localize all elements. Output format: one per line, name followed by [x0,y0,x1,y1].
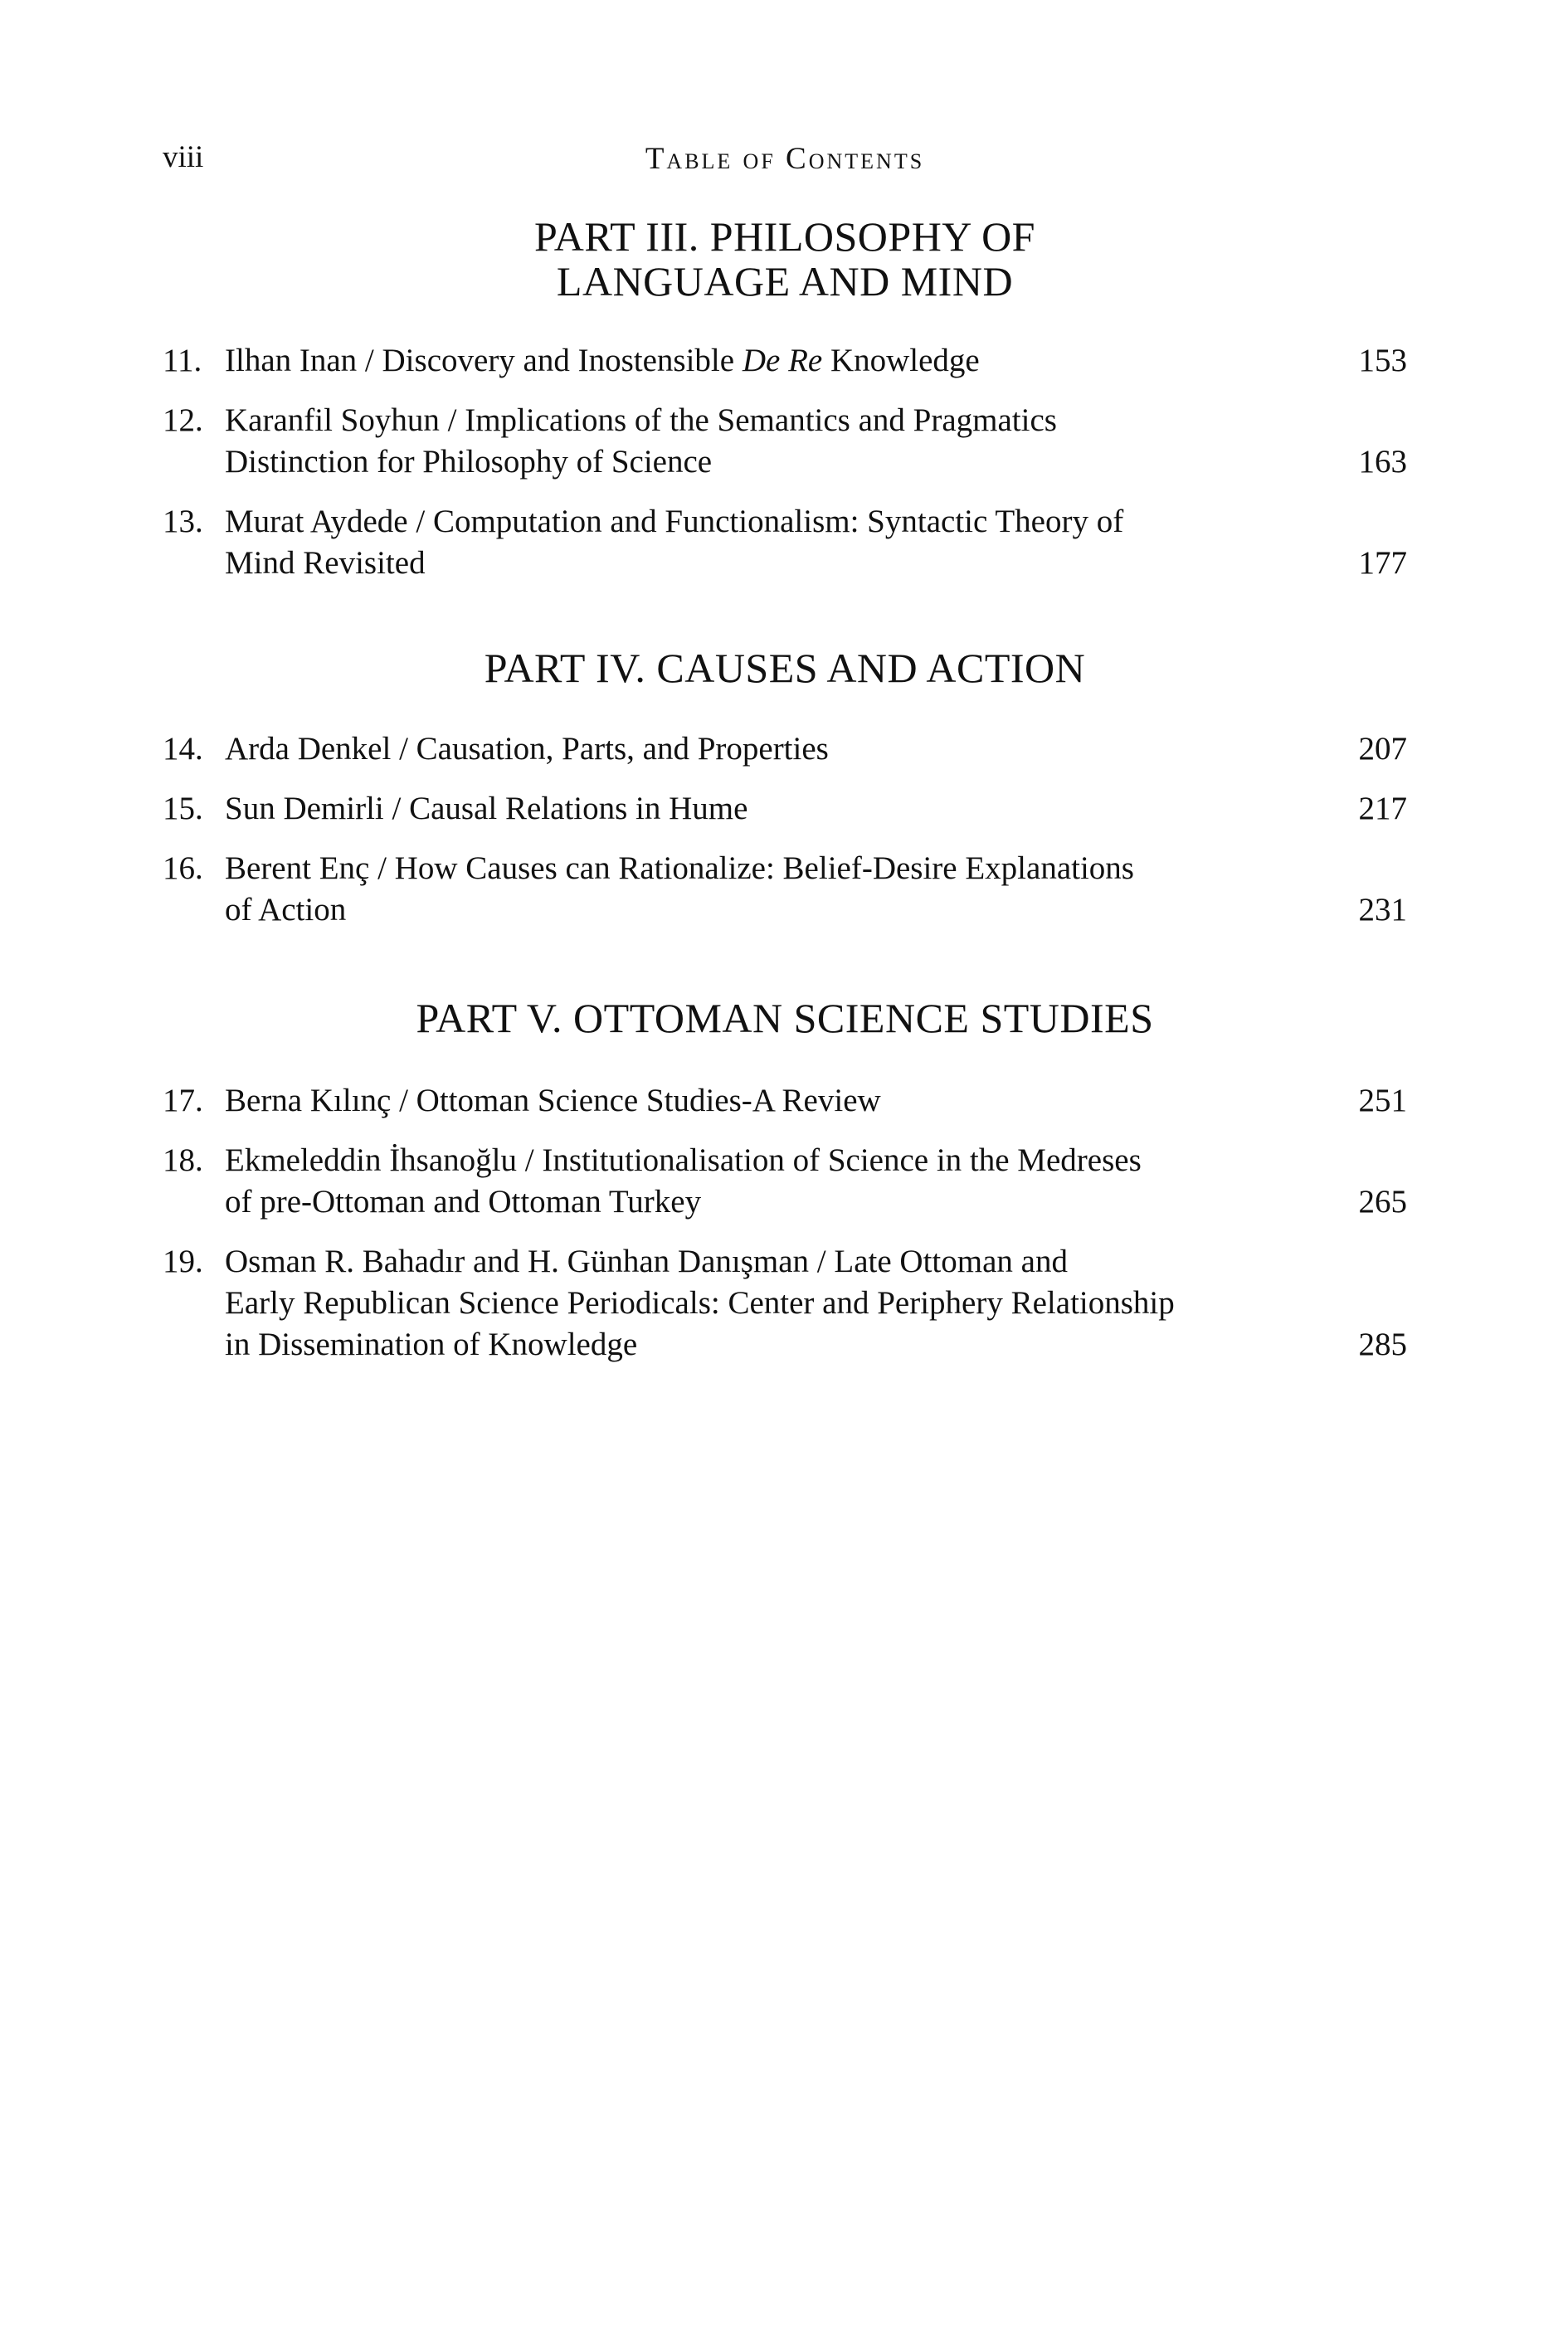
entry-line: of pre-Ottoman and Ottoman Turkey [225,1184,702,1220]
entry-page: 231 [1358,892,1407,928]
entry-line: Osman R. Bahadır and H. Günhan Danışman / Late Ottoman and [225,1244,1068,1279]
running-title: Table of Contents [645,142,925,176]
entry-number: 14. [163,731,203,767]
toc-entry-19[interactable] [163,1241,1407,1366]
entry-title [225,848,1291,931]
entry-line: Distinction for Philosophy of Science [225,444,713,480]
entry-title [225,1241,1291,1366]
entry-number: 12. [163,402,203,438]
entry-title [225,501,1291,584]
toc-entry-16[interactable] [163,848,1407,931]
part-title-line: PART III. PHILOSOPHY OF [534,213,1035,260]
entry-number: 15. [163,791,203,826]
entry-line: Ekmeleddin İhsanoğlu / Institutionalisation of Science in the Medreses [225,1142,1142,1178]
toc-entry-18[interactable] [163,1140,1407,1223]
running-head [163,139,1407,181]
entry-number: 17. [163,1083,203,1118]
entry-title [225,1080,1291,1122]
part-iii-entries [163,340,1407,584]
entry-page: 217 [1358,791,1407,826]
entry-line: Ilhan Inan / Discovery and Inostensible De Re Knowledge [225,343,980,378]
toc-entry-11[interactable] [163,340,1407,382]
entry-line: Arda Denkel / Causation, Parts, and Properties [225,731,829,767]
entry-page: 265 [1358,1184,1407,1220]
entry-title [225,340,1291,382]
entry-line: Sun Demirli / Causal Relations in Hume [225,791,748,826]
toc-entry-13[interactable] [163,501,1407,584]
page-number: viii [163,140,204,174]
entry-page: 153 [1358,343,1407,378]
entry-number: 16. [163,850,203,886]
entry-line: Karanfil Soyhun / Implications of the Semantics and Pragmatics [225,402,1057,438]
toc-entry-12[interactable] [163,400,1407,483]
entry-page: 163 [1358,444,1407,480]
entry-page: 285 [1358,1327,1407,1362]
entry-line: Early Republican Science Periodicals: Center and Periphery Relationship [225,1285,1175,1321]
entry-number: 19. [163,1244,203,1279]
toc-entry-14[interactable] [163,728,1407,770]
part-title-line: LANGUAGE AND MIND [556,258,1014,304]
entry-title [225,788,1291,830]
part-heading-iii [163,214,1407,304]
entry-line: Mind Revisited [225,545,426,581]
entry-italic-phrase: De Re [742,343,823,378]
entry-title [225,1140,1291,1223]
part-title-line: PART IV. CAUSES AND ACTION [484,645,1086,691]
part-title-line: PART V. OTTOMAN SCIENCE STUDIES [416,995,1154,1041]
entry-line: of Action [225,892,347,928]
entry-page: 207 [1358,731,1407,767]
toc-entry-15[interactable] [163,788,1407,830]
entry-line: Berent Enç / How Causes can Rationalize: Belief-Desire Explanations [225,850,1134,886]
entry-line: in Dissemination of Knowledge [225,1327,638,1362]
part-v-entries [163,1080,1407,1366]
entry-line: Murat Aydede / Computation and Functionalism: Syntactic Theory of [225,504,1124,539]
part-iv-entries [163,728,1407,931]
entry-number: 11. [163,343,202,378]
entry-page: 251 [1358,1083,1407,1118]
entry-title [225,400,1291,483]
entry-number: 18. [163,1142,203,1178]
part-heading-v [163,996,1407,1040]
entry-page: 177 [1358,545,1407,581]
toc-entry-17[interactable] [163,1080,1407,1122]
entry-title [225,728,1291,770]
part-heading-iv [163,645,1407,690]
entry-number: 13. [163,504,203,539]
entry-line: Berna Kılınç / Ottoman Science Studies-A Review [225,1083,881,1118]
